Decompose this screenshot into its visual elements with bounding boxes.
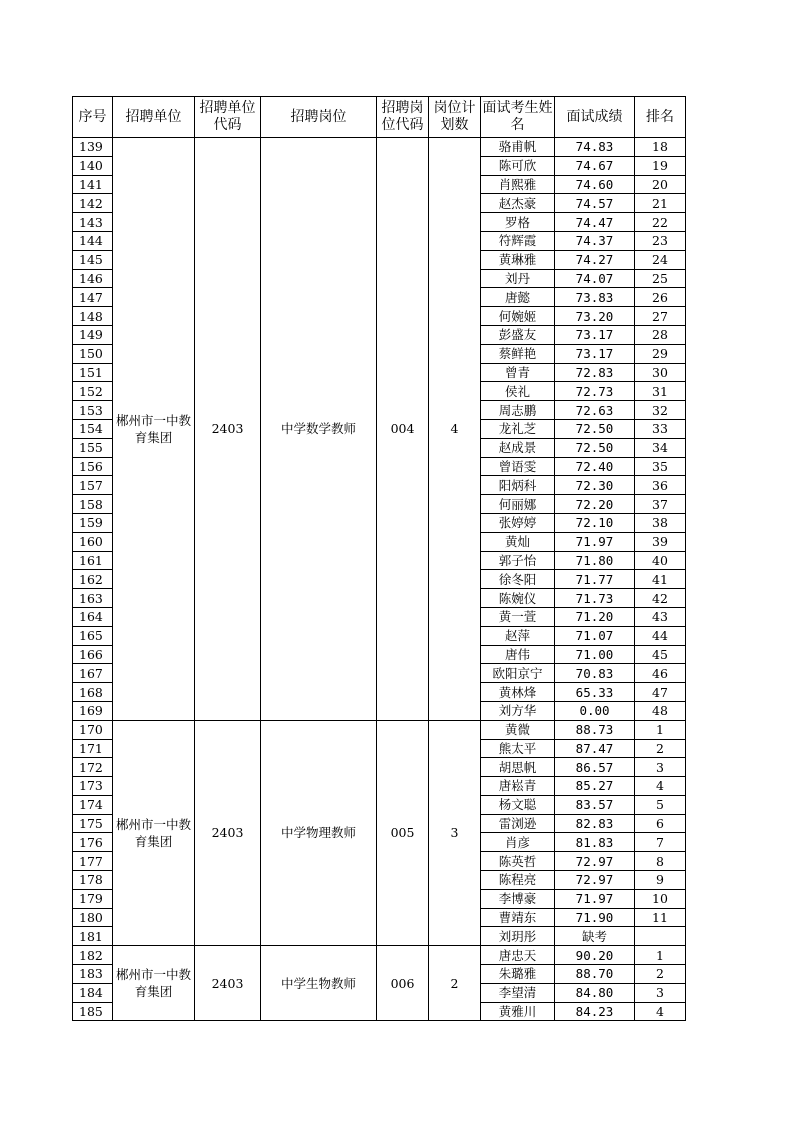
seq-cell: 146 bbox=[73, 269, 113, 288]
score-cell: 74.67 bbox=[555, 156, 635, 175]
rank-cell: 36 bbox=[635, 476, 686, 495]
score-cell: 74.37 bbox=[555, 231, 635, 250]
candidate-name-cell: 龙礼芝 bbox=[481, 419, 555, 438]
candidate-name-cell: 彭盛友 bbox=[481, 325, 555, 344]
score-cell: 0.00 bbox=[555, 701, 635, 720]
seq-cell: 139 bbox=[73, 138, 113, 157]
rank-cell: 6 bbox=[635, 814, 686, 833]
score-cell: 71.97 bbox=[555, 889, 635, 908]
score-cell: 72.20 bbox=[555, 495, 635, 514]
table-row bbox=[73, 720, 686, 739]
score-cell: 缺考 bbox=[555, 927, 635, 946]
rank-cell: 1 bbox=[635, 946, 686, 965]
seq-cell: 169 bbox=[73, 701, 113, 720]
seq-cell: 143 bbox=[73, 213, 113, 232]
seq-cell: 155 bbox=[73, 438, 113, 457]
unit-cell: 郴州市一中教育集团 bbox=[113, 946, 195, 1021]
results-table bbox=[72, 96, 686, 1021]
rank-cell: 4 bbox=[635, 1002, 686, 1021]
score-cell: 72.30 bbox=[555, 476, 635, 495]
plan-cell: 2 bbox=[429, 946, 481, 1021]
table-row bbox=[73, 138, 686, 157]
seq-cell: 160 bbox=[73, 532, 113, 551]
seq-cell: 156 bbox=[73, 457, 113, 476]
seq-cell: 182 bbox=[73, 946, 113, 965]
score-cell: 72.73 bbox=[555, 382, 635, 401]
unit-code-cell: 2403 bbox=[195, 138, 261, 721]
rank-cell: 47 bbox=[635, 683, 686, 702]
seq-cell: 165 bbox=[73, 626, 113, 645]
score-cell: 71.80 bbox=[555, 551, 635, 570]
seq-cell: 185 bbox=[73, 1002, 113, 1021]
rank-cell: 26 bbox=[635, 288, 686, 307]
candidate-name-cell: 李望清 bbox=[481, 983, 555, 1002]
seq-cell: 154 bbox=[73, 419, 113, 438]
rank-cell: 19 bbox=[635, 156, 686, 175]
header-row bbox=[73, 97, 686, 138]
candidate-name-cell: 蔡鲜艳 bbox=[481, 344, 555, 363]
score-cell: 85.27 bbox=[555, 777, 635, 796]
candidate-name-cell: 唐懿 bbox=[481, 288, 555, 307]
seq-cell: 180 bbox=[73, 908, 113, 927]
seq-cell: 140 bbox=[73, 156, 113, 175]
candidate-name-cell: 雷浏逊 bbox=[481, 814, 555, 833]
rank-cell: 27 bbox=[635, 307, 686, 326]
candidate-name-cell: 骆甫帆 bbox=[481, 138, 555, 157]
candidate-name-cell: 胡思帆 bbox=[481, 758, 555, 777]
candidate-name-cell: 郭子怡 bbox=[481, 551, 555, 570]
score-cell: 84.80 bbox=[555, 983, 635, 1002]
candidate-name-cell: 曾青 bbox=[481, 363, 555, 382]
rank-cell: 5 bbox=[635, 795, 686, 814]
rank-cell: 2 bbox=[635, 739, 686, 758]
seq-cell: 178 bbox=[73, 871, 113, 890]
score-cell: 72.10 bbox=[555, 513, 635, 532]
score-cell: 86.57 bbox=[555, 758, 635, 777]
score-cell: 82.83 bbox=[555, 814, 635, 833]
score-cell: 73.17 bbox=[555, 325, 635, 344]
header-rank: 排名 bbox=[635, 97, 686, 138]
rank-cell: 33 bbox=[635, 419, 686, 438]
candidate-name-cell: 刘丹 bbox=[481, 269, 555, 288]
rank-cell: 3 bbox=[635, 983, 686, 1002]
score-cell: 73.83 bbox=[555, 288, 635, 307]
candidate-name-cell: 何婉姬 bbox=[481, 307, 555, 326]
rank-cell: 8 bbox=[635, 852, 686, 871]
seq-cell: 151 bbox=[73, 363, 113, 382]
candidate-name-cell: 李博豪 bbox=[481, 889, 555, 908]
header-score: 面试成绩 bbox=[555, 97, 635, 138]
candidate-name-cell: 张婷婷 bbox=[481, 513, 555, 532]
score-cell: 74.47 bbox=[555, 213, 635, 232]
rank-cell: 4 bbox=[635, 777, 686, 796]
score-cell: 70.83 bbox=[555, 664, 635, 683]
candidate-name-cell: 黄林烽 bbox=[481, 683, 555, 702]
rank-cell: 25 bbox=[635, 269, 686, 288]
seq-cell: 170 bbox=[73, 720, 113, 739]
seq-cell: 166 bbox=[73, 645, 113, 664]
candidate-name-cell: 熊太平 bbox=[481, 739, 555, 758]
candidate-name-cell: 赵萍 bbox=[481, 626, 555, 645]
rank-cell: 30 bbox=[635, 363, 686, 382]
candidate-name-cell: 黄琳雅 bbox=[481, 250, 555, 269]
score-cell: 72.50 bbox=[555, 438, 635, 457]
post-cell: 中学物理教师 bbox=[261, 720, 377, 946]
score-cell: 87.47 bbox=[555, 739, 635, 758]
score-cell: 74.07 bbox=[555, 269, 635, 288]
candidate-name-cell: 唐伟 bbox=[481, 645, 555, 664]
header-unit: 招聘单位 bbox=[113, 97, 195, 138]
post-cell: 中学数学教师 bbox=[261, 138, 377, 721]
candidate-name-cell: 何丽娜 bbox=[481, 495, 555, 514]
rank-cell: 40 bbox=[635, 551, 686, 570]
score-cell: 83.57 bbox=[555, 795, 635, 814]
rank-cell: 37 bbox=[635, 495, 686, 514]
candidate-name-cell: 黄灿 bbox=[481, 532, 555, 551]
score-cell: 84.23 bbox=[555, 1002, 635, 1021]
header-seq: 序号 bbox=[73, 97, 113, 138]
rank-cell: 23 bbox=[635, 231, 686, 250]
candidate-name-cell: 欧阳京宁 bbox=[481, 664, 555, 683]
score-cell: 71.07 bbox=[555, 626, 635, 645]
seq-cell: 172 bbox=[73, 758, 113, 777]
seq-cell: 153 bbox=[73, 401, 113, 420]
rank-cell: 32 bbox=[635, 401, 686, 420]
candidate-name-cell: 朱璐雅 bbox=[481, 965, 555, 984]
candidate-name-cell: 周志鹏 bbox=[481, 401, 555, 420]
header-name: 面试考生姓名 bbox=[481, 97, 555, 138]
seq-cell: 147 bbox=[73, 288, 113, 307]
candidate-name-cell: 刘方华 bbox=[481, 701, 555, 720]
rank-cell: 10 bbox=[635, 889, 686, 908]
candidate-name-cell: 唐忠天 bbox=[481, 946, 555, 965]
unit-code-cell: 2403 bbox=[195, 720, 261, 946]
score-cell: 71.97 bbox=[555, 532, 635, 551]
table-body bbox=[73, 138, 686, 1021]
candidate-name-cell: 黄一萱 bbox=[481, 607, 555, 626]
score-cell: 73.20 bbox=[555, 307, 635, 326]
candidate-name-cell: 侯礼 bbox=[481, 382, 555, 401]
rank-cell: 43 bbox=[635, 607, 686, 626]
rank-cell: 9 bbox=[635, 871, 686, 890]
unit-cell: 郴州市一中教育集团 bbox=[113, 720, 195, 946]
rank-cell: 3 bbox=[635, 758, 686, 777]
candidate-name-cell: 刘玥彤 bbox=[481, 927, 555, 946]
candidate-name-cell: 曾语雯 bbox=[481, 457, 555, 476]
rank-cell: 45 bbox=[635, 645, 686, 664]
score-cell: 74.60 bbox=[555, 175, 635, 194]
rank-cell: 46 bbox=[635, 664, 686, 683]
rank-cell: 7 bbox=[635, 833, 686, 852]
post-cell: 中学生物教师 bbox=[261, 946, 377, 1021]
score-cell: 72.83 bbox=[555, 363, 635, 382]
seq-cell: 148 bbox=[73, 307, 113, 326]
header-plan: 岗位计划数 bbox=[429, 97, 481, 138]
score-cell: 71.73 bbox=[555, 589, 635, 608]
seq-cell: 162 bbox=[73, 570, 113, 589]
rank-cell: 20 bbox=[635, 175, 686, 194]
rank-cell: 18 bbox=[635, 138, 686, 157]
seq-cell: 184 bbox=[73, 983, 113, 1002]
seq-cell: 164 bbox=[73, 607, 113, 626]
candidate-name-cell: 陈可欣 bbox=[481, 156, 555, 175]
candidate-name-cell: 肖熙雅 bbox=[481, 175, 555, 194]
rank-cell: 28 bbox=[635, 325, 686, 344]
rank-cell: 35 bbox=[635, 457, 686, 476]
rank-cell: 31 bbox=[635, 382, 686, 401]
rank-cell: 42 bbox=[635, 589, 686, 608]
score-cell: 65.33 bbox=[555, 683, 635, 702]
score-cell: 72.63 bbox=[555, 401, 635, 420]
rank-cell: 2 bbox=[635, 965, 686, 984]
seq-cell: 167 bbox=[73, 664, 113, 683]
unit-cell: 郴州市一中教育集团 bbox=[113, 138, 195, 721]
score-cell: 71.20 bbox=[555, 607, 635, 626]
plan-cell: 3 bbox=[429, 720, 481, 946]
rank-cell: 22 bbox=[635, 213, 686, 232]
rank-cell: 11 bbox=[635, 908, 686, 927]
score-cell: 72.40 bbox=[555, 457, 635, 476]
candidate-name-cell: 符辉霞 bbox=[481, 231, 555, 250]
header-post-code: 招聘岗位代码 bbox=[377, 97, 429, 138]
seq-cell: 150 bbox=[73, 344, 113, 363]
candidate-name-cell: 黄微 bbox=[481, 720, 555, 739]
post-code-cell: 005 bbox=[377, 720, 429, 946]
rank-cell: 24 bbox=[635, 250, 686, 269]
header-unit-code: 招聘单位代码 bbox=[195, 97, 261, 138]
seq-cell: 177 bbox=[73, 852, 113, 871]
candidate-name-cell: 阳炳科 bbox=[481, 476, 555, 495]
score-cell: 73.17 bbox=[555, 344, 635, 363]
seq-cell: 145 bbox=[73, 250, 113, 269]
seq-cell: 163 bbox=[73, 589, 113, 608]
score-cell: 71.90 bbox=[555, 908, 635, 927]
seq-cell: 173 bbox=[73, 777, 113, 796]
score-cell: 74.83 bbox=[555, 138, 635, 157]
candidate-name-cell: 黄雅川 bbox=[481, 1002, 555, 1021]
header-post: 招聘岗位 bbox=[261, 97, 377, 138]
rank-cell bbox=[635, 927, 686, 946]
seq-cell: 175 bbox=[73, 814, 113, 833]
seq-cell: 179 bbox=[73, 889, 113, 908]
candidate-name-cell: 陈婉仪 bbox=[481, 589, 555, 608]
candidate-name-cell: 肖彦 bbox=[481, 833, 555, 852]
post-code-cell: 006 bbox=[377, 946, 429, 1021]
score-cell: 88.73 bbox=[555, 720, 635, 739]
score-cell: 81.83 bbox=[555, 833, 635, 852]
seq-cell: 152 bbox=[73, 382, 113, 401]
rank-cell: 39 bbox=[635, 532, 686, 551]
candidate-name-cell: 徐冬阳 bbox=[481, 570, 555, 589]
seq-cell: 149 bbox=[73, 325, 113, 344]
score-cell: 71.77 bbox=[555, 570, 635, 589]
plan-cell: 4 bbox=[429, 138, 481, 721]
seq-cell: 157 bbox=[73, 476, 113, 495]
seq-cell: 141 bbox=[73, 175, 113, 194]
score-cell: 88.70 bbox=[555, 965, 635, 984]
post-code-cell: 004 bbox=[377, 138, 429, 721]
score-cell: 72.97 bbox=[555, 871, 635, 890]
score-cell: 74.57 bbox=[555, 194, 635, 213]
seq-cell: 144 bbox=[73, 231, 113, 250]
seq-cell: 181 bbox=[73, 927, 113, 946]
candidate-name-cell: 赵杰豪 bbox=[481, 194, 555, 213]
score-cell: 90.20 bbox=[555, 946, 635, 965]
seq-cell: 158 bbox=[73, 495, 113, 514]
candidate-name-cell: 陈英哲 bbox=[481, 852, 555, 871]
seq-cell: 159 bbox=[73, 513, 113, 532]
rank-cell: 38 bbox=[635, 513, 686, 532]
candidate-name-cell: 杨文聪 bbox=[481, 795, 555, 814]
candidate-name-cell: 陈程亮 bbox=[481, 871, 555, 890]
rank-cell: 48 bbox=[635, 701, 686, 720]
unit-code-cell: 2403 bbox=[195, 946, 261, 1021]
seq-cell: 176 bbox=[73, 833, 113, 852]
seq-cell: 142 bbox=[73, 194, 113, 213]
score-cell: 72.50 bbox=[555, 419, 635, 438]
rank-cell: 29 bbox=[635, 344, 686, 363]
seq-cell: 161 bbox=[73, 551, 113, 570]
seq-cell: 168 bbox=[73, 683, 113, 702]
seq-cell: 183 bbox=[73, 965, 113, 984]
score-cell: 74.27 bbox=[555, 250, 635, 269]
candidate-name-cell: 唐崧青 bbox=[481, 777, 555, 796]
candidate-name-cell: 罗格 bbox=[481, 213, 555, 232]
rank-cell: 34 bbox=[635, 438, 686, 457]
candidate-name-cell: 赵成景 bbox=[481, 438, 555, 457]
seq-cell: 171 bbox=[73, 739, 113, 758]
rank-cell: 21 bbox=[635, 194, 686, 213]
rank-cell: 1 bbox=[635, 720, 686, 739]
rank-cell: 41 bbox=[635, 570, 686, 589]
table-row bbox=[73, 946, 686, 965]
score-cell: 72.97 bbox=[555, 852, 635, 871]
rank-cell: 44 bbox=[635, 626, 686, 645]
score-cell: 71.00 bbox=[555, 645, 635, 664]
candidate-name-cell: 曹靖东 bbox=[481, 908, 555, 927]
seq-cell: 174 bbox=[73, 795, 113, 814]
